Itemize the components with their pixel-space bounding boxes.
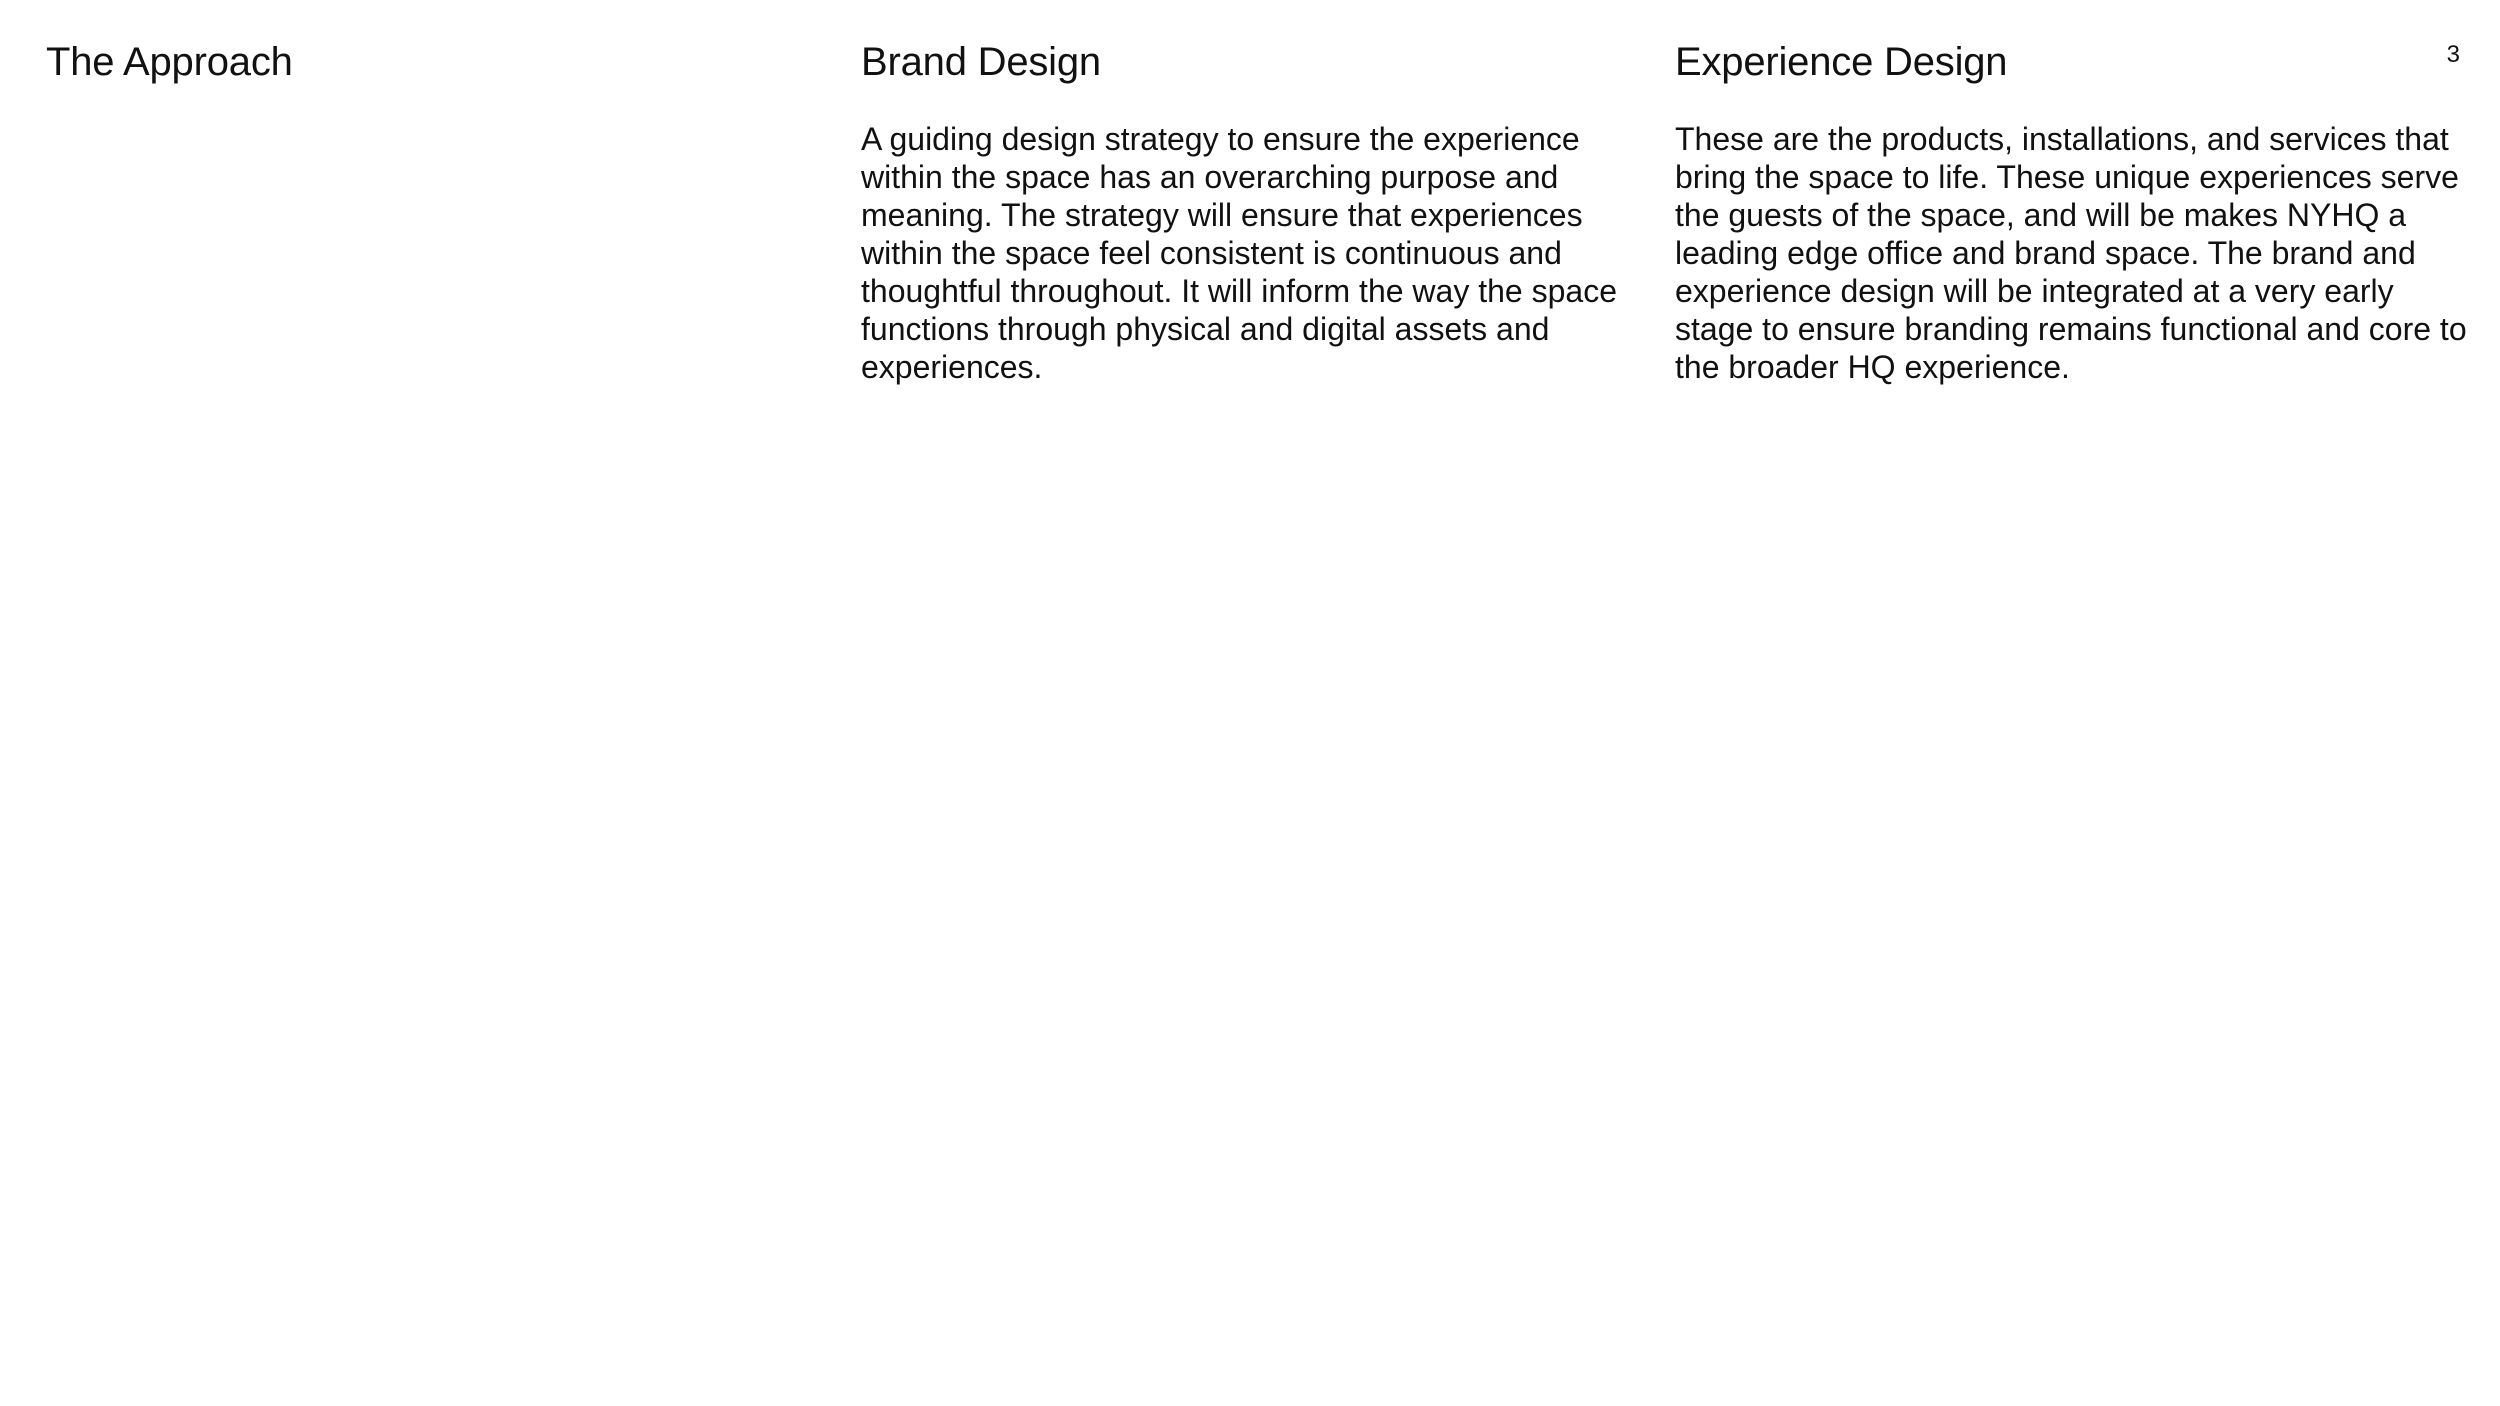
brand-design-description: A guiding design strategy to ensure the experience within the space has an overarching purpose and meaning. The strategy will ensure that experiences within the space feel consistent is continuous and thoughtful throughout. It will inform the way the space functions through physical and digital assets and experiences.	[861, 121, 1617, 385]
page-number: 3	[2446, 41, 2460, 68]
experience-design-heading: Experience Design	[1675, 40, 2008, 84]
approach-heading: The Approach	[46, 40, 293, 84]
brand-design-heading: Brand Design	[861, 40, 1101, 84]
experience-design-description: These are the products, installations, and services that bring the space to life. These unique experiences serve the guests of the space, and will be makes NYHQ a leading edge office and brand space. The brand and experience design will be integrated at a very early stage to ensure branding remains functional and core to the broader HQ experience.	[1675, 121, 2467, 385]
